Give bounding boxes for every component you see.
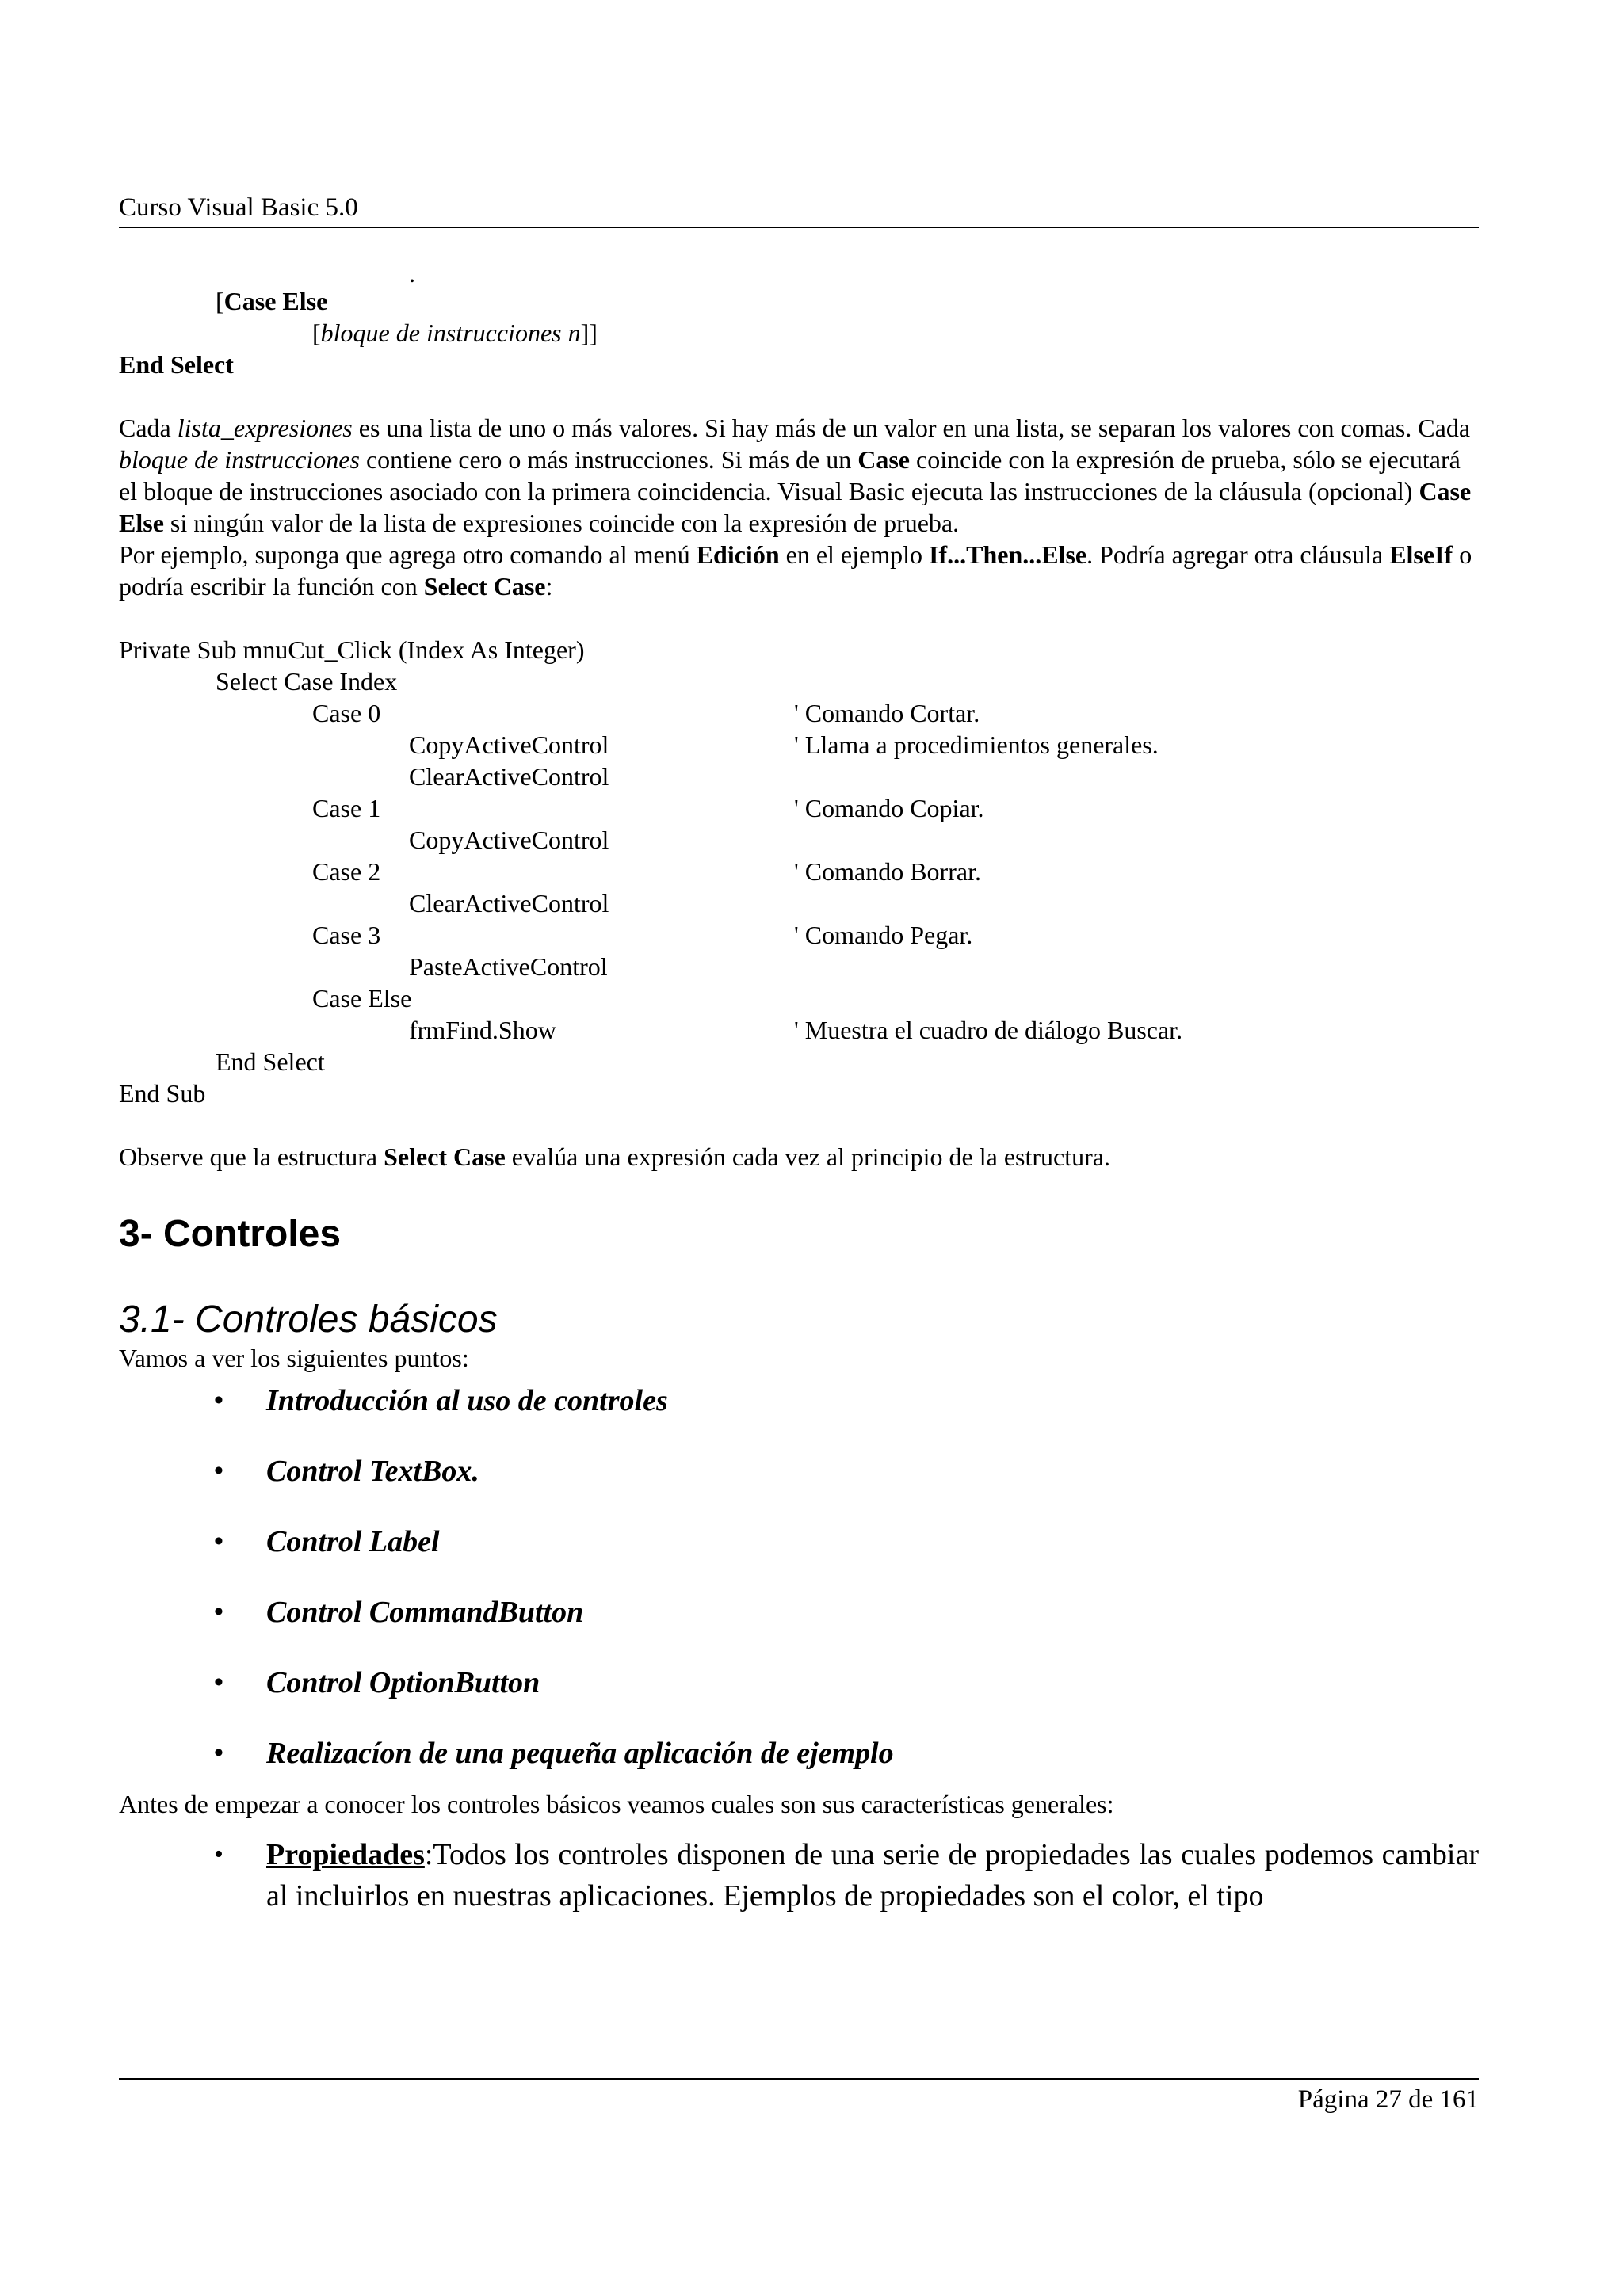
paragraph-observe	[119, 1141, 1479, 1173]
topic-label: Control OptionButton	[266, 1666, 540, 1699]
code-comment: ' Muestra el cuadro de diálogo Buscar.	[794, 1016, 1183, 1044]
syntax-block	[119, 317, 1479, 349]
syntax-block-text: bloque de instrucciones n	[320, 318, 581, 347]
bullet-icon: •	[214, 1527, 223, 1556]
code-text: Case 1	[312, 794, 381, 822]
code-text: PasteActiveControl	[409, 952, 608, 981]
code-line	[119, 697, 1479, 729]
code-text: End Sub	[119, 1079, 206, 1108]
code-line	[119, 761, 1479, 792]
text-run: es una lista de uno o más valores. Si hay más de un valor en una lista, se separan los valores con comas. Cada	[352, 414, 1471, 442]
bullet-icon: •	[214, 1738, 223, 1768]
text-run: evalúa una expresión cada vez al principio de la estructura.	[505, 1142, 1110, 1171]
syntax-case-else-keyword: Case Else	[223, 287, 328, 315]
code-line	[119, 792, 1479, 824]
code-text: ClearActiveControl	[409, 889, 609, 917]
italic-term: bloque de instrucciones	[119, 445, 360, 474]
paragraph-example	[119, 539, 1479, 602]
text-run: . Podría agregar otra cláusula	[1086, 540, 1390, 569]
code-text: Select Case Index	[216, 667, 398, 696]
code-line	[119, 1046, 1479, 1077]
code-listing	[119, 634, 1479, 1109]
properties-text: :Todos los controles disponen de una serie de propiedades las cuales podemos cambiar al incluirlos en nuestras aplicaciones. Ejemplos de propiedades son el color, el tipo	[266, 1838, 1479, 1913]
text-run: Observe que la estructura	[119, 1142, 384, 1171]
text-run: Por ejemplo, suponga que agrega otro comando al menú	[119, 540, 697, 569]
footer-rule	[119, 2078, 1479, 2080]
document-page	[119, 0, 1479, 2296]
text-run: en el ejemplo	[779, 540, 929, 569]
code-text: End Select	[216, 1047, 325, 1076]
topic-label: Control Label	[266, 1525, 440, 1558]
bold-keyword: If...Then...Else	[928, 540, 1087, 569]
text-run: Cada	[119, 414, 178, 442]
code-text: Case 3	[312, 921, 381, 949]
bullet-icon: •	[214, 1386, 223, 1415]
code-line	[119, 634, 1479, 666]
section-heading: 3- Controles	[119, 1213, 342, 1255]
code-comment: ' Comando Cortar.	[794, 699, 980, 727]
bullet-icon: •	[214, 1456, 223, 1486]
code-text: Case 2	[312, 857, 381, 886]
syntax-end-select	[119, 349, 1479, 380]
bullet-icon: •	[214, 1597, 223, 1627]
code-line	[119, 951, 1479, 982]
code-line	[119, 824, 1479, 856]
text-run: coincide con la expresión de prueba, sólo se ejecutará el bloque de instrucciones asociado con la primera coincidencia. Visual Basic ejecuta las instrucciones de la cláusula (opcional)	[119, 445, 1461, 505]
code-line	[119, 1077, 1479, 1109]
header-rule	[119, 227, 1479, 228]
syntax-bracket: [	[312, 318, 321, 347]
list-item	[119, 1734, 1479, 1772]
code-comment: ' Comando Borrar.	[794, 857, 981, 886]
bold-keyword: ElseIf	[1389, 540, 1453, 569]
list-item	[119, 1382, 1479, 1420]
code-line	[119, 982, 1479, 1014]
page-number: Página 27 de 161	[1297, 2085, 1479, 2114]
properties-item	[119, 1834, 1479, 1917]
paragraph-lista-expresiones	[119, 412, 1479, 539]
topic-label: Control TextBox.	[266, 1455, 479, 1488]
bold-keyword: Case Else	[119, 477, 1472, 537]
code-line	[119, 856, 1479, 887]
code-comment: ' Llama a procedimientos generales.	[794, 730, 1159, 759]
bullet-icon: •	[214, 1668, 223, 1697]
intro-text: Vamos a ver los siguientes puntos:	[119, 1344, 469, 1372]
bold-keyword: Case	[857, 445, 910, 474]
topic-label: Realizacíon de una pequeña aplicación de ejemplo	[266, 1737, 894, 1770]
code-text: Private Sub mnuCut_Click (Index As Integer)	[119, 635, 585, 664]
code-text: Case 0	[312, 699, 381, 727]
running-header: Curso Visual Basic 5.0	[119, 193, 358, 222]
properties-term: Propiedades	[266, 1838, 425, 1871]
code-text: CopyActiveControl	[409, 826, 609, 854]
bold-keyword: Edición	[696, 540, 780, 569]
paragraph-antes: Antes de empezar a conocer los controles básicos veamos cuales son sus características generales:	[119, 1790, 1114, 1818]
list-item	[119, 1523, 1479, 1561]
subsection-heading: 3.1- Controles básicos	[119, 1299, 498, 1341]
code-line	[119, 729, 1479, 761]
syntax-ellipsis: .	[409, 259, 415, 288]
text-run: contiene cero o más instrucciones. Si más de un	[359, 445, 858, 474]
topic-label: Control CommandButton	[266, 1596, 584, 1629]
text-run: si ningún valor de la lista de expresiones coincide con la expresión de prueba.	[163, 509, 960, 537]
syntax-case-else	[119, 285, 1479, 317]
list-item	[119, 1593, 1479, 1631]
code-text: Case Else	[312, 984, 412, 1013]
code-line	[119, 887, 1479, 919]
code-text: frmFind.Show	[409, 1016, 556, 1044]
text-run: :	[545, 572, 553, 601]
syntax-bracket-close: ]]	[580, 318, 598, 347]
text-run: o podría escribir la función con	[119, 540, 1472, 601]
italic-term: lista_expresiones	[177, 414, 353, 442]
code-line	[119, 1014, 1479, 1046]
code-line	[119, 666, 1479, 697]
page-content	[119, 261, 1479, 1917]
code-comment: ' Comando Copiar.	[794, 794, 984, 822]
code-comment: ' Comando Pegar.	[794, 921, 973, 949]
bullet-icon: •	[214, 1840, 223, 1869]
topics-list	[119, 1382, 1479, 1772]
code-text: CopyActiveControl	[409, 730, 609, 759]
list-item	[119, 1452, 1479, 1490]
syntax-end-select-keyword: End Select	[119, 350, 234, 379]
code-line	[119, 919, 1479, 951]
bold-keyword: Select Case	[423, 572, 546, 601]
bold-keyword: Select Case	[384, 1142, 506, 1171]
code-text: ClearActiveControl	[409, 762, 609, 791]
syntax-bracket: [	[216, 287, 224, 315]
topic-label: Introducción al uso de controles	[266, 1384, 668, 1417]
list-item	[119, 1664, 1479, 1702]
